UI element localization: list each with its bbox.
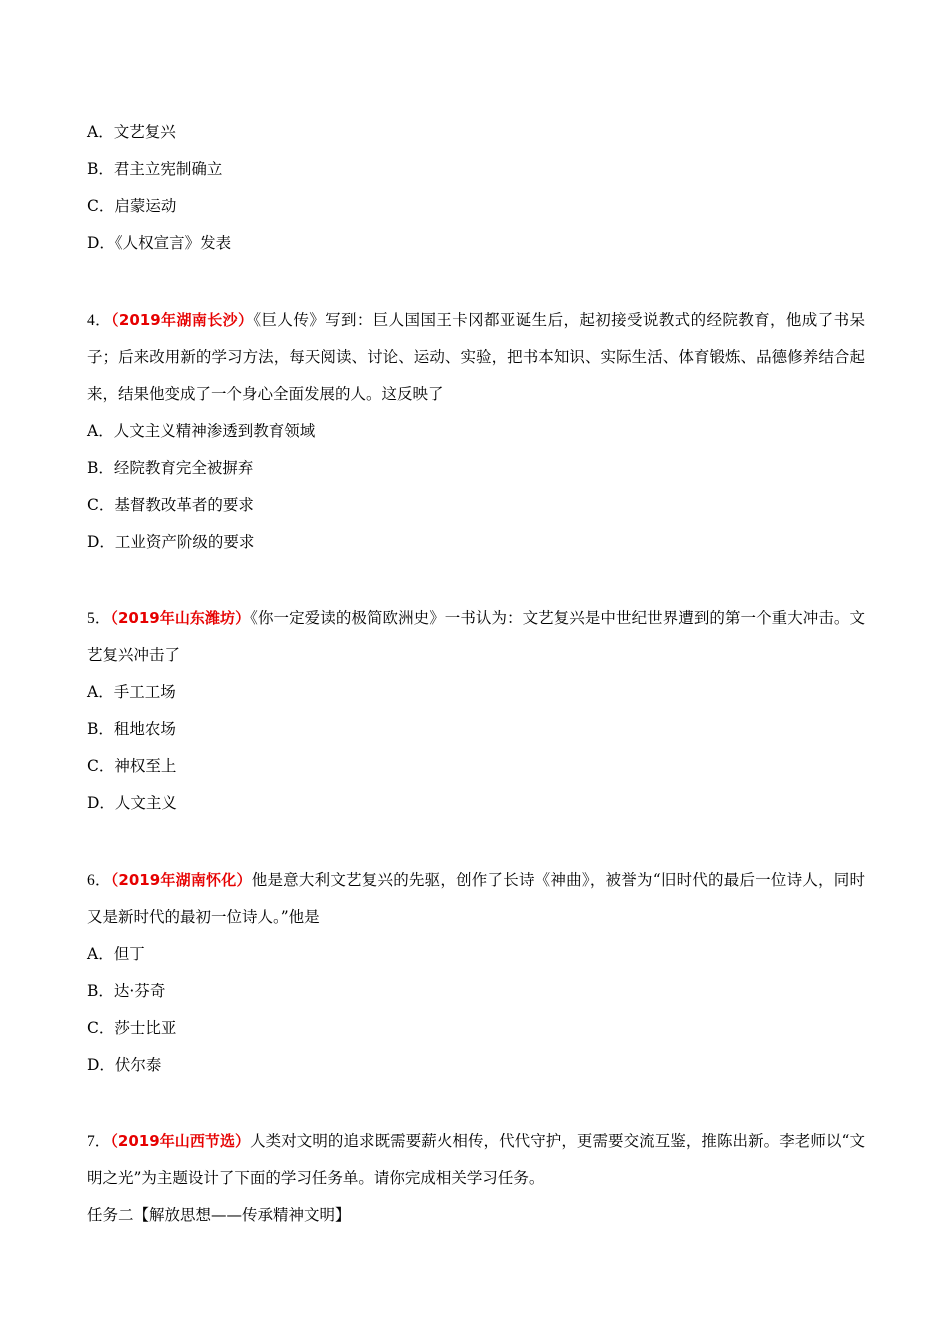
q6-source: （2019年湖南怀化）	[110, 871, 252, 889]
q6-number: 6．	[87, 872, 111, 889]
q3-option-d: D．《人权宣言》发表	[87, 234, 232, 252]
q6-stem: 他是意大利文艺复兴的先驱，创作了长诗《神曲》，被誉为“旧时代的最后一位诗人，同时又是新时代的最初一位诗人。”他是	[87, 871, 865, 926]
q7-task-heading: 任务二【解放思想——传承精神文明】	[87, 1206, 351, 1224]
q5-option-a: A．手工工场	[87, 683, 176, 701]
q4-number: 4．	[87, 312, 112, 329]
q7-stem-block	[87, 1123, 865, 1197]
q6-option-b: B．达·芬奇	[87, 982, 166, 1000]
q4-option-a: A．人文主义精神渗透到教育领域	[87, 422, 316, 440]
q6-option-d: D．伏尔泰	[87, 1056, 162, 1074]
q6-option-a: A．但丁	[87, 945, 145, 963]
q5-stem: 《你一定爱读的极简欧洲史》一书认为：文艺复兴是中世纪世界遭到的第一个重大冲击。文艺复兴冲击了	[87, 609, 865, 664]
q4-option-d: D．工业资产阶级的要求	[87, 533, 255, 551]
q5-source: （2019年山东潍坊）	[110, 609, 251, 627]
q7-number: 7．	[87, 1133, 111, 1150]
q3-option-b: B．君主立宪制确立	[87, 160, 223, 178]
q5-number: 5．	[87, 610, 111, 627]
q4-option-c: C．基督教改革者的要求	[87, 496, 254, 514]
q4-source: （2019年湖南长沙）	[111, 311, 254, 329]
q3-option-a: A．文艺复兴	[87, 123, 176, 141]
q4-stem-block	[87, 302, 865, 413]
q4-stem: 《巨人传》写到：巨人国国王卡冈都亚诞生后，起初接受说教式的经院教育，他成了书呆子；后来改用新的学习方法，每天阅读、讨论、运动、实验，把书本知识、实际生活、体育锻炼、品德修养结合起来，结果他变成了一个身心全面发展的人。这反映了	[87, 311, 865, 403]
q7-source: （2019年山西节选）	[110, 1132, 251, 1150]
q5-option-b: B．租地农场	[87, 720, 176, 738]
q3-option-c: C．启蒙运动	[87, 197, 177, 215]
q4-option-b: B．经院教育完全被摒弃	[87, 459, 254, 477]
q6-option-c: C．莎士比亚	[87, 1019, 177, 1037]
q7-stem: 人类对文明的追求既需要薪火相传，代代守护，更需要交流互鉴，推陈出新。李老师以“文明之光”为主题设计了下面的学习任务单。请你完成相关学习任务。	[87, 1132, 865, 1187]
q5-option-c: C．神权至上	[87, 757, 177, 775]
q5-stem-block	[87, 600, 865, 674]
q6-stem-block	[87, 862, 865, 936]
q5-option-d: D．人文主义	[87, 794, 177, 812]
